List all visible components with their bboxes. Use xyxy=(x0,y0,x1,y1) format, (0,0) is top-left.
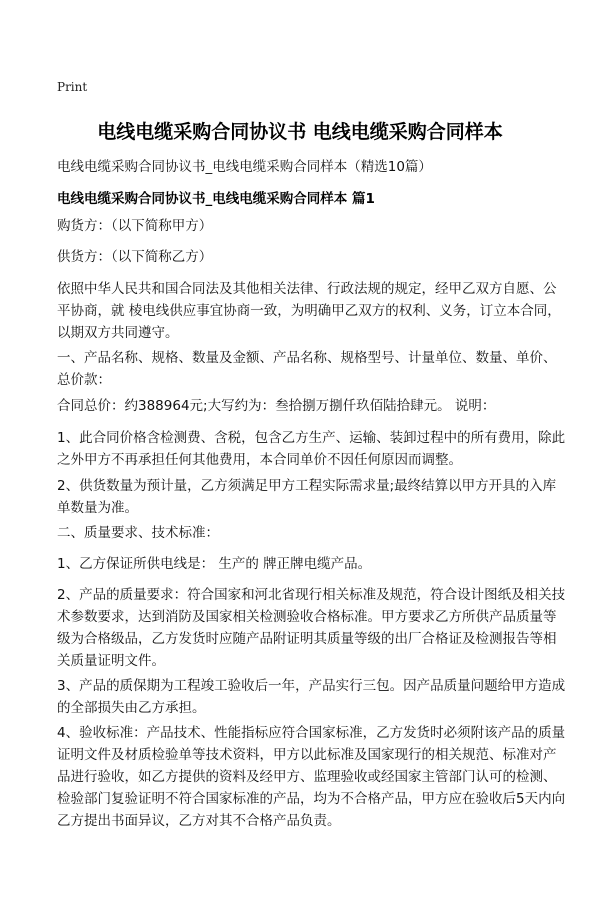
quality-heading: 二、质量要求、技术标准： xyxy=(57,525,219,541)
quality-item-2: 2、产品的质量要求：符合国家和河北省现行相关标准及规范，符合设计图纸及相关技术参数要求，达到消防及国家相关检测验收合格标准。甲方要求乙方所供产品质量等级为合格级品，乙方发货时应随产品附证明其质量等级的出厂合格证及检测报告等相关质量证明文件。 xyxy=(57,587,566,669)
quantity-note-paragraph: 2、供货数量为预计量，乙方须满足甲方工程实际需求量;最终结算以甲方开具的入库单数量为准。 xyxy=(57,478,557,516)
document-title: 电线电缆采购合同协议书 电线电缆采购合同样本 xyxy=(97,121,503,143)
total-price-line: 合同总价：约388964元;大写约为：叁拾捌万捌仟玖佰陆拾肆元。 说明： xyxy=(57,398,496,414)
price-note-paragraph: 1、此合同价格含检测费、含税，包含乙方生产、运输、装卸过程中的所有费用，除此之外甲方不再承担任何其他费用，本合同单价不因任何原因而调整。 xyxy=(57,430,566,468)
acceptance-standard-paragraph: 4、验收标准：产品技术、性能指标应符合国家标准，乙方发货时必须附该产品的质量证明文件及材质检验单等技术资料，甲方以此标准及国家现行的相关规范、标准对产品进行验收，如乙方提供的资料及经甲方、监理验收或经国家主管部门认可的检测、检验部门复验证明不符合国家标准的产品，均为不合格产品，甲方应在验收后5天内向乙方提出书面异议，乙方对其不合格产品负责。 xyxy=(57,725,566,829)
document-subtitle: 电线电缆采购合同协议书_电线电缆采购合同样本（精选10篇） xyxy=(57,159,432,175)
product-clause: 一、产品名称、规格、数量及金额、产品名称、规格型号、计量单位、数量、单价、总价款： xyxy=(57,350,557,388)
quality-item-3: 3、产品的质保期为工程竣工验收后一年，产品实行三包。因产品质量问题给甲方造成的全部损失由乙方承担。 xyxy=(57,678,566,716)
seller-line: 供货方：（以下简称乙方） xyxy=(57,249,213,265)
intro-paragraph: 依照中华人民共和国合同法及其他相关法律、行政法规的规定，经甲乙双方自愿、公平协商，就 棱电线供应事宜协商一致，为明确甲乙双方的权利、义务，订立本合同，以期双方共同遵守。 xyxy=(57,281,561,341)
section-heading: 电线电缆采购合同协议书_电线电缆采购合同样本 篇1 xyxy=(57,191,375,207)
quality-item-1: 1、乙方保证所供电线是： 生产的 牌正牌电缆产品。 xyxy=(57,556,372,572)
buyer-line: 购货方：（以下简称甲方） xyxy=(57,218,213,234)
print-label[interactable]: Print xyxy=(57,80,88,94)
